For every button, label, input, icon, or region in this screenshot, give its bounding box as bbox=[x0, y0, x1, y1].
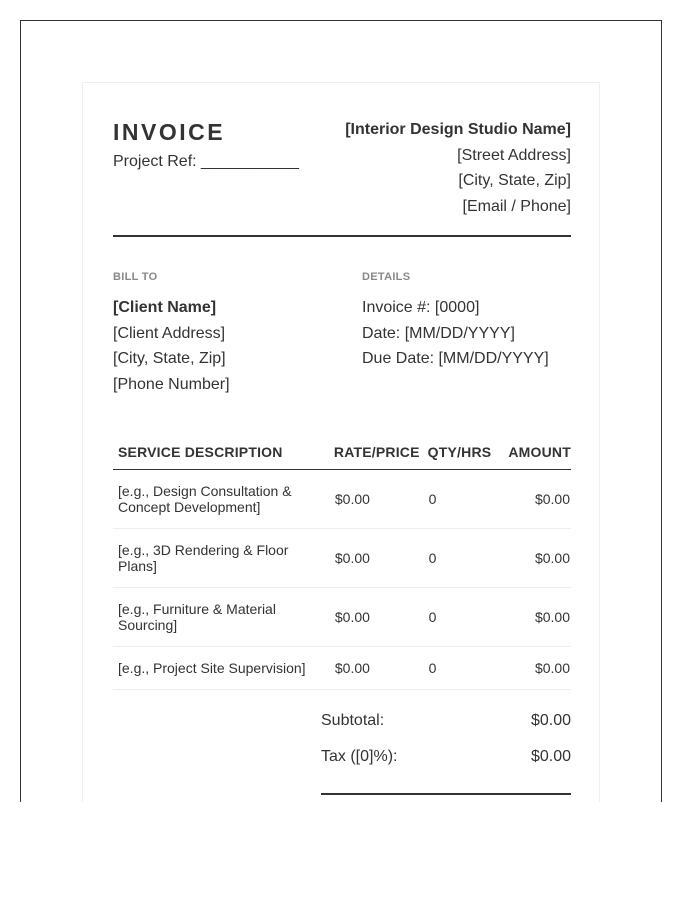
studio-info bbox=[345, 117, 571, 219]
details-label: DETAILS bbox=[362, 271, 411, 283]
studio-contact: [Email / Phone] bbox=[462, 197, 571, 215]
totals-section bbox=[321, 711, 571, 783]
row-rate: $0.00 bbox=[334, 470, 428, 529]
bill-to-section bbox=[113, 270, 343, 397]
client-city: [City, State, Zip] bbox=[113, 350, 226, 367]
row-rate: $0.00 bbox=[334, 588, 428, 647]
document-viewport[interactable] bbox=[20, 20, 662, 802]
row-description: [e.g., Furniture & Material Sourcing] bbox=[113, 588, 334, 647]
client-name: [Client Name] bbox=[113, 299, 217, 316]
table-row bbox=[113, 470, 571, 529]
row-amount: $0.00 bbox=[499, 647, 571, 690]
studio-city: [City, State, Zip] bbox=[458, 172, 571, 189]
line-items-table bbox=[113, 435, 571, 690]
row-description: [e.g., Design Consultation & Concept Development] bbox=[113, 470, 334, 529]
invoice-header bbox=[113, 117, 571, 217]
invoice-number: Invoice #: [0000] bbox=[362, 299, 480, 316]
subtotal-row bbox=[321, 711, 571, 747]
tax-row bbox=[321, 747, 571, 783]
totals-divider bbox=[321, 793, 571, 795]
details-section bbox=[362, 270, 582, 372]
table-row bbox=[113, 647, 571, 690]
table-row bbox=[113, 529, 571, 588]
header-amount: AMOUNT bbox=[499, 435, 571, 470]
client-phone: [Phone Number] bbox=[113, 375, 230, 393]
invoice-date: Date: [MM/DD/YYYY] bbox=[362, 324, 515, 342]
header-divider bbox=[113, 235, 571, 237]
studio-street: [Street Address] bbox=[457, 146, 571, 164]
row-rate: $0.00 bbox=[334, 529, 428, 588]
subtotal-label: Subtotal: bbox=[321, 712, 385, 729]
invoice-due-date: Due Date: [MM/DD/YYYY] bbox=[362, 350, 549, 367]
studio-name: [Interior Design Studio Name] bbox=[345, 121, 571, 138]
header-qty-hrs: QTY/HRS bbox=[428, 435, 500, 470]
row-qty: 0 bbox=[428, 647, 500, 690]
row-qty: 0 bbox=[428, 588, 500, 647]
tax-value: $0.00 bbox=[530, 748, 571, 765]
subtotal-value: $0.00 bbox=[530, 712, 571, 729]
table-row bbox=[113, 588, 571, 647]
bill-to-label: BILL TO bbox=[113, 271, 158, 283]
invoice-page bbox=[82, 82, 600, 802]
row-rate: $0.00 bbox=[334, 647, 428, 690]
client-address: [Client Address] bbox=[113, 324, 226, 342]
row-qty: 0 bbox=[428, 529, 500, 588]
invoice-title: INVOICE bbox=[113, 119, 226, 145]
row-amount: $0.00 bbox=[499, 588, 571, 647]
header-rate-price: RATE/PRICE bbox=[334, 435, 428, 470]
row-qty: 0 bbox=[428, 470, 500, 529]
tax-label: Tax ([0]%): bbox=[321, 748, 398, 765]
header-service-description: SERVICE DESCRIPTION bbox=[113, 435, 334, 470]
row-amount: $0.00 bbox=[499, 470, 571, 529]
table-header-row bbox=[113, 435, 571, 470]
row-description: [e.g., 3D Rendering & Floor Plans] bbox=[113, 529, 334, 588]
row-amount: $0.00 bbox=[499, 529, 571, 588]
project-ref: Project Ref: ___________ bbox=[113, 153, 299, 170]
row-description: [e.g., Project Site Supervision] bbox=[113, 647, 334, 690]
